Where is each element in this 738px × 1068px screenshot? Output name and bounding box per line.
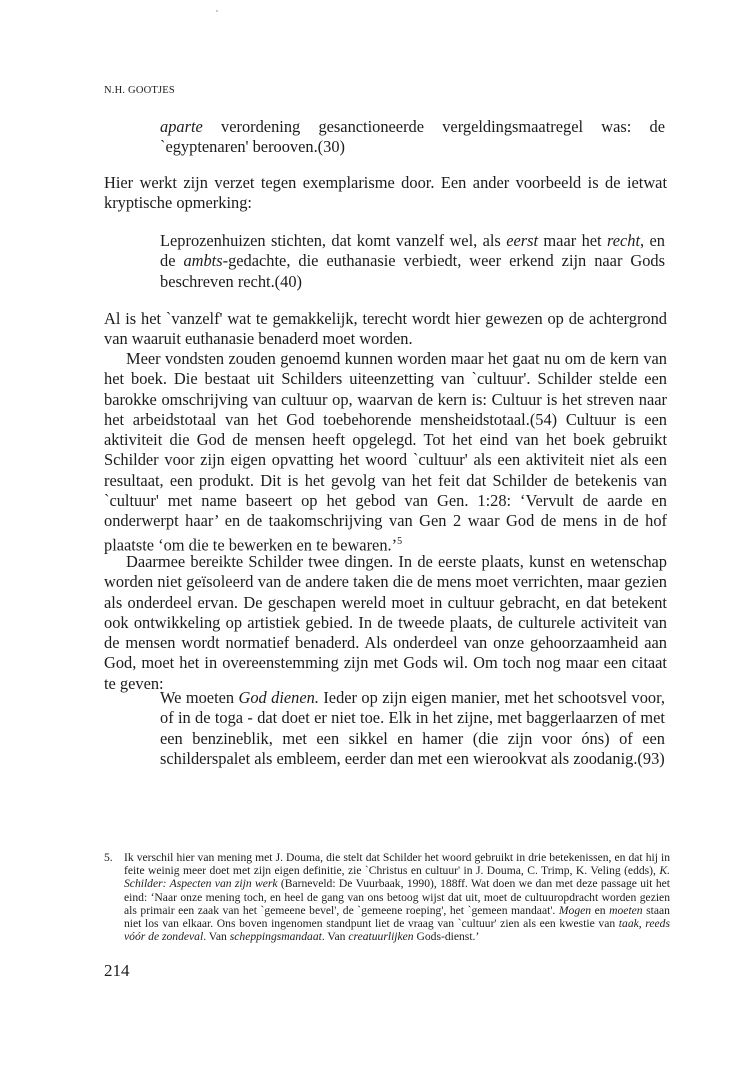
footnote-italic: moeten	[609, 903, 643, 917]
quote-2-part: -gedachte, die euthanasie verbiedt, weer erkend zijn naar Gods beschreven recht.(40)	[160, 251, 665, 291]
quote-1-italic: aparte	[160, 117, 203, 136]
footnote-part: . Van	[321, 930, 349, 944]
footnote-part: Ik verschil hier van mening met J. Douma, die stelt dat Schilder het woord gebruikt in drie betekenissen, en dat hij in feite weinig meer doet met zijn eigen definitie, zie `Christus en cultuur' in J. Douma, C. Trimp, K. Veling (edds),	[124, 851, 670, 878]
quote-2-italic: recht	[606, 231, 641, 250]
footnote-italic: creatuurlijken	[348, 930, 414, 944]
quote-3-italic: God dienen.	[238, 688, 319, 707]
page-number: 214	[104, 961, 130, 980]
paragraph-4-text: Daarmee bereikte Schilder twee dingen. In de eerste plaats, kunst en wetenschap worden niet geïsoleerd van de andere taken die de mens moet verrichten, maar gezien als onderdeel ervan. De geschapen wereld moet in cultuur gebracht, en dat betekent ook ontwikkeling op artistiek gebied. In de tweede plaats, de culturele activiteit van de mensen wordt normatief benaderd. Als onderdeel van onze gehoorzaamheid aan God, moet het in overeenstemming zijn met Gods wil. Om toch nog maar een citaat te geven:	[104, 552, 667, 693]
footnote-italic: scheppingsmandaat	[229, 930, 322, 944]
paragraph-2-text: Al is het `vanzelf' wat te gemakkelijk, terecht wordt hier gewezen op de achtergrond van waaruit euthanasie benaderd moet worden.	[104, 309, 667, 349]
block-quote-1	[160, 117, 665, 158]
quote-1-text: verordening gesanctioneerde vergeldingsmaatregel was: de `egyptenaren' berooven.(30)	[160, 117, 665, 157]
footnote-number: 5.	[104, 851, 113, 864]
paragraph-4	[104, 552, 667, 694]
paragraph-1-text: Hier werkt zijn verzet tegen exemplarisme door. Een ander voorbeeld is de ietwat kryptische opmerking:	[104, 173, 667, 213]
quote-2-part: maar het	[538, 231, 607, 250]
paragraph-3	[104, 349, 667, 555]
running-head: N.H. GOOTJES	[104, 85, 175, 96]
footnote	[104, 851, 670, 943]
footnote-part: . Van	[203, 930, 230, 944]
quote-2-italic: eerst	[506, 231, 539, 250]
quote-2-italic: ambts	[183, 251, 223, 271]
footnote-italic: K. Schilder: Aspecten van zijn werk	[124, 864, 670, 891]
quote-2-part: Leprozenhuizen stichten, dat komt vanzelf wel, als	[160, 231, 507, 250]
quote-2-part: , en de	[160, 231, 665, 271]
footnote-part: Gods-dienst.’	[413, 930, 480, 944]
paragraph-1	[104, 173, 667, 214]
footnote-italic: Mogen	[558, 903, 592, 917]
scan-speck	[216, 10, 218, 12]
footnote-part: staan niet los van elkaar. Ons boven ingenomen standpunt liet de vraag van `cultuur' zien als een kwestie van	[124, 903, 670, 931]
footnote-part: en	[591, 903, 610, 917]
block-quote-3	[160, 688, 665, 769]
paragraph-3-text: Meer vondsten zouden genoemd kunnen worden maar het gaat nu om de kern van het boek. Die bestaat uit Schilders uiteenzetting van `cultuur'. Schilder stelde een barokke omschrijving van cultuur op, waarvan de kern is: Cultuur is het streven naar het arbeidstotaal van het God toebehorende mensheidstotaal.(54) Cultuur is een aktiviteit die God de mensen heeft opgelegd. Tot het eind van het boek gebruikt Schilder voor zijn eigen opvatting het woord `cultuur' als een aktiviteit niet als een resultaat, een produkt. Dit is het gevolg van het feit dat Schilder de betekenis van `cultuur' met name baseert op het gebod van Gen. 1:28: ‘Vervult de aarde en onderwerpt haar’ en de taakomschrijving van Gen 2 waar God de mens in de hof plaatste ‘om die te bewerken en te bewaren.’	[104, 349, 667, 555]
block-quote-2	[160, 231, 665, 292]
paragraph-2	[104, 309, 667, 350]
quote-3-part: Ieder op zijn eigen manier, met het schootsvel voor, of in de toga - dat doet er niet toe. Elk in het zijne, met baggerlaarzen of met een benzineblik, met een sikkel en hamer (die zijn voor óns) of een schilderspalet als embleem, eerder dan met een wierookvat als zoodanig.(93)	[160, 688, 665, 768]
footnote-italic: taak, reeds vóór de zondeval	[124, 917, 670, 944]
quote-3-part: We moeten	[160, 688, 239, 707]
footnote-part: (Barneveld: De Vuurbaak, 1990), 188ff. Wat doen we dan met deze passage uit het eind: ‘Naar onze mening toch, en heel de gang van ons betoog wijst dat uit, moet de cultuuropdracht worden gezien als primair een zaak van het `gemeene bevel', de `gemeene roeping', het `gemeen mandaat'.	[124, 877, 670, 917]
footnote-ref: 5	[397, 535, 403, 547]
